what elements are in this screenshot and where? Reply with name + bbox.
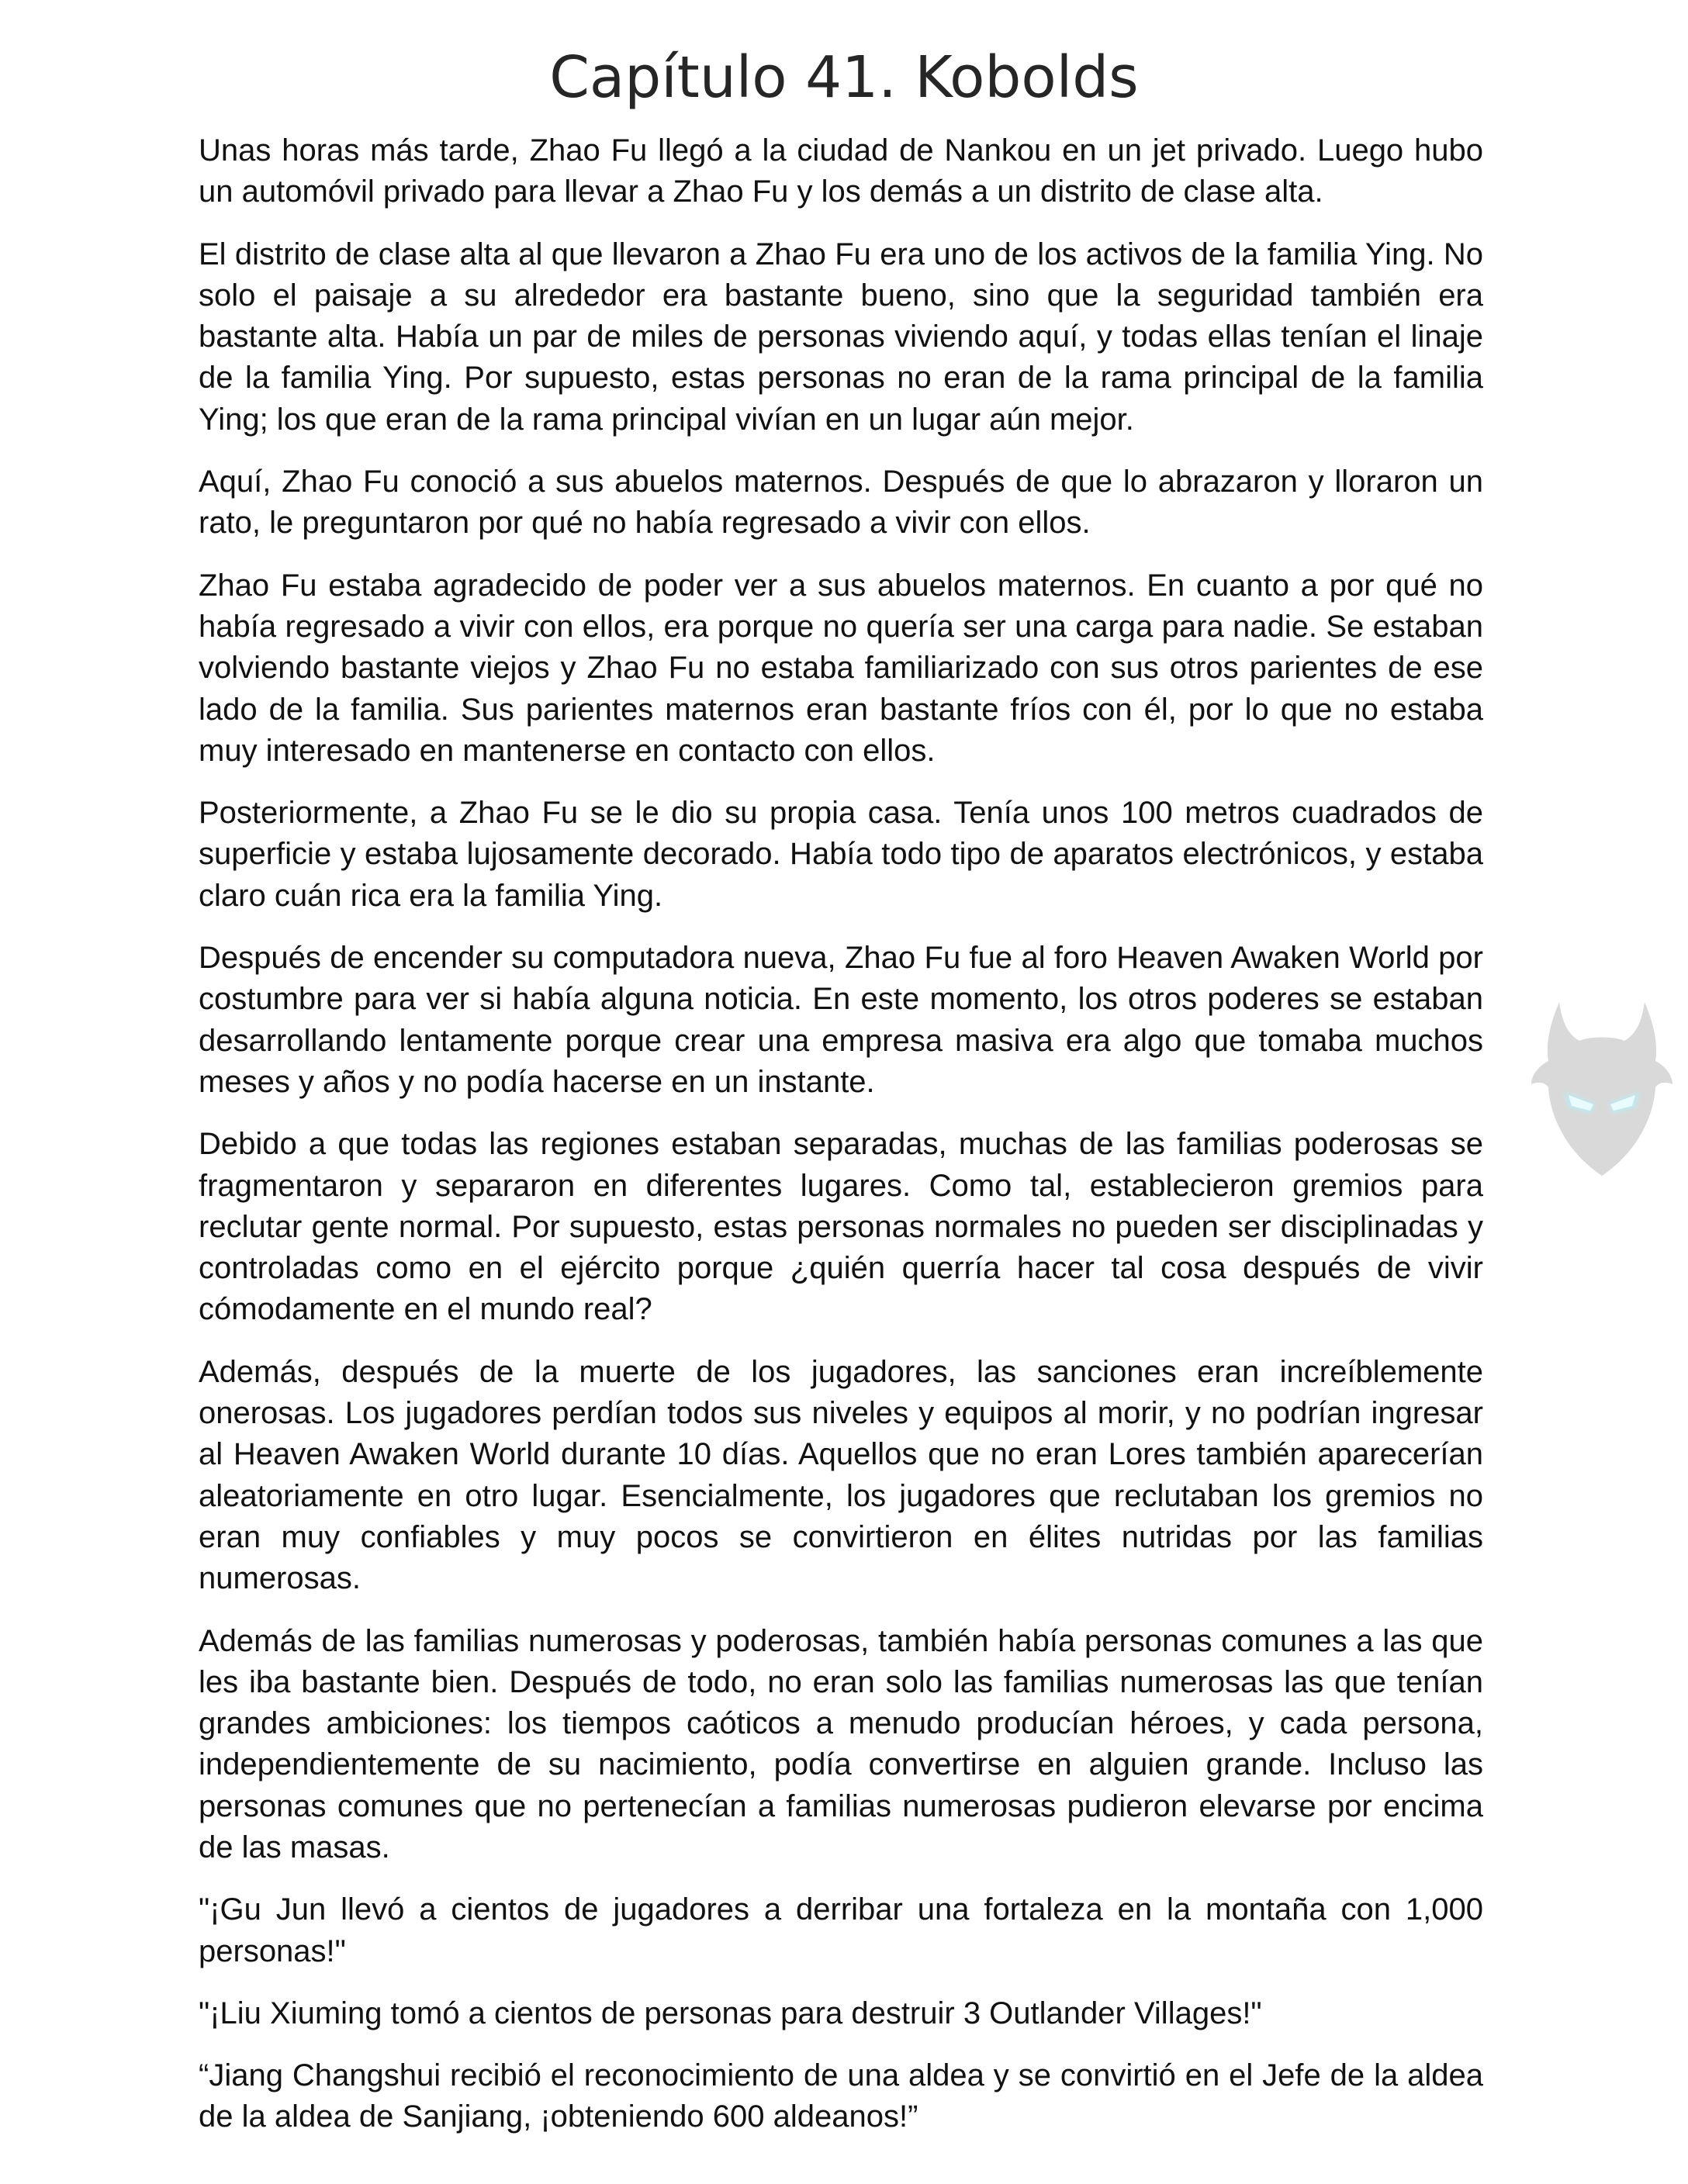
paragraph: "¡Gu Jun llevó a cientos de jugadores a derribar una fortaleza en la montaña con 1,000 personas!"	[199, 1892, 1483, 1968]
chapter-title: Capítulo 41. Kobolds	[549, 44, 1139, 111]
paragraph: El distrito de clase alta al que llevaron a Zhao Fu era uno de los activos de la familia Ying. No solo el paisaje a su alrededor era bastante bueno, sino que la seguridad también era bastante alta. Había un par de miles de personas viviendo aquí, y todas ellas tenían el linaje de la familia Ying. Por supuesto, estas personas no eran de la rama principal de la familia Ying; los que eran de la rama principal vivían en un lugar aún mejor.	[199, 237, 1483, 437]
paragraph: Aquí, Zhao Fu conoció a sus abuelos maternos. Después de que lo abrazaron y lloraron un rato, le preguntaron por qué no había regresado a vivir con ellos.	[199, 465, 1483, 541]
paragraph: Además de las familias numerosas y poderosas, también había personas comunes a las que les iba bastante bien. Después de todo, no eran solo las familias numerosas las que tenían grandes ambiciones: los tiempos caóticos a menudo producían héroes, y cada persona, independientemente de su nacimiento, podía convertirse en alguien grande. Incluso las personas comunes que no pertenecían a familias numerosas pudieron elevarse por encima de las masas.	[199, 1623, 1483, 1864]
paragraph: Además, después de la muerte de los jugadores, las sanciones eran increíblemente onerosas. Los jugadores perdían todos sus niveles y equipos al morir, y no podrían ingresar al Heaven Awaken World durante 10 días. Aquellos que no eran Lores también aparecerían aleatoriamente en otro lugar. Esencialmente, los jugadores que reclutaban los gremios no eran muy confiables y muy pocos se convirtieron en élites nutridas por las familias numerosas.	[199, 1354, 1483, 1596]
paragraph: Debido a que todas las regiones estaban separadas, muchas de las familias poderosas se fragmentaron y separaron en diferentes lugares. Como tal, establecieron gremios para reclutar gente normal. Por supuesto, estas personas normales no pueden ser disciplinadas y controladas como en el ejército porque ¿quién querría hacer tal cosa después de vivir cómodamente en el mundo real?	[199, 1127, 1483, 1327]
paragraph: Después de encender su computadora nueva, Zhao Fu fue al foro Heaven Awaken World por costumbre para ver si había alguna noticia. En este momento, los otros poderes se estaban desarrollando lentamente porque crear una empresa masiva era algo que tomaba muchos meses y años y no podía hacerse en un instante.	[199, 941, 1483, 1099]
paragraph: Unas horas más tarde, Zhao Fu llegó a la ciudad de Nankou en un jet privado. Luego hubo un automóvil privado para llevar a Zhao Fu y los demás a un distrito de clase alta.	[199, 133, 1483, 209]
chapter-body	[199, 130, 1483, 2159]
paragraph: Zhao Fu estaba agradecido de poder ver a sus abuelos maternos. En cuanto a por qué no había regresado a vivir con ellos, era porque no quería ser una carga para nadie. Se estaban volviendo bastante viejos y Zhao Fu no estaba familiarizado con sus otros parientes de ese lado de la familia. Sus parientes maternos eran bastante fríos con él, por lo que no estaba muy interesado en mantenerse en contacto con ellos.	[199, 568, 1483, 768]
demon-head-icon	[1528, 1000, 1676, 1179]
paragraph: Posteriormente, a Zhao Fu se le dio su propia casa. Tenía unos 100 metros cuadrados de superficie y estaba lujosamente decorado. Había todo tipo de aparatos electrónicos, y estaba claro cuán rica era la familia Ying.	[199, 796, 1483, 913]
paragraph: “Jiang Changshui recibió el reconocimiento de una aldea y se convirtió en el Jefe de la aldea de la aldea de Sanjiang, ¡obteniendo 600 aldeanos!”	[199, 2058, 1483, 2134]
paragraph: "¡Liu Xiuming tomó a cientos de personas para destruir 3 Outlander Villages!"	[199, 1996, 1262, 2030]
